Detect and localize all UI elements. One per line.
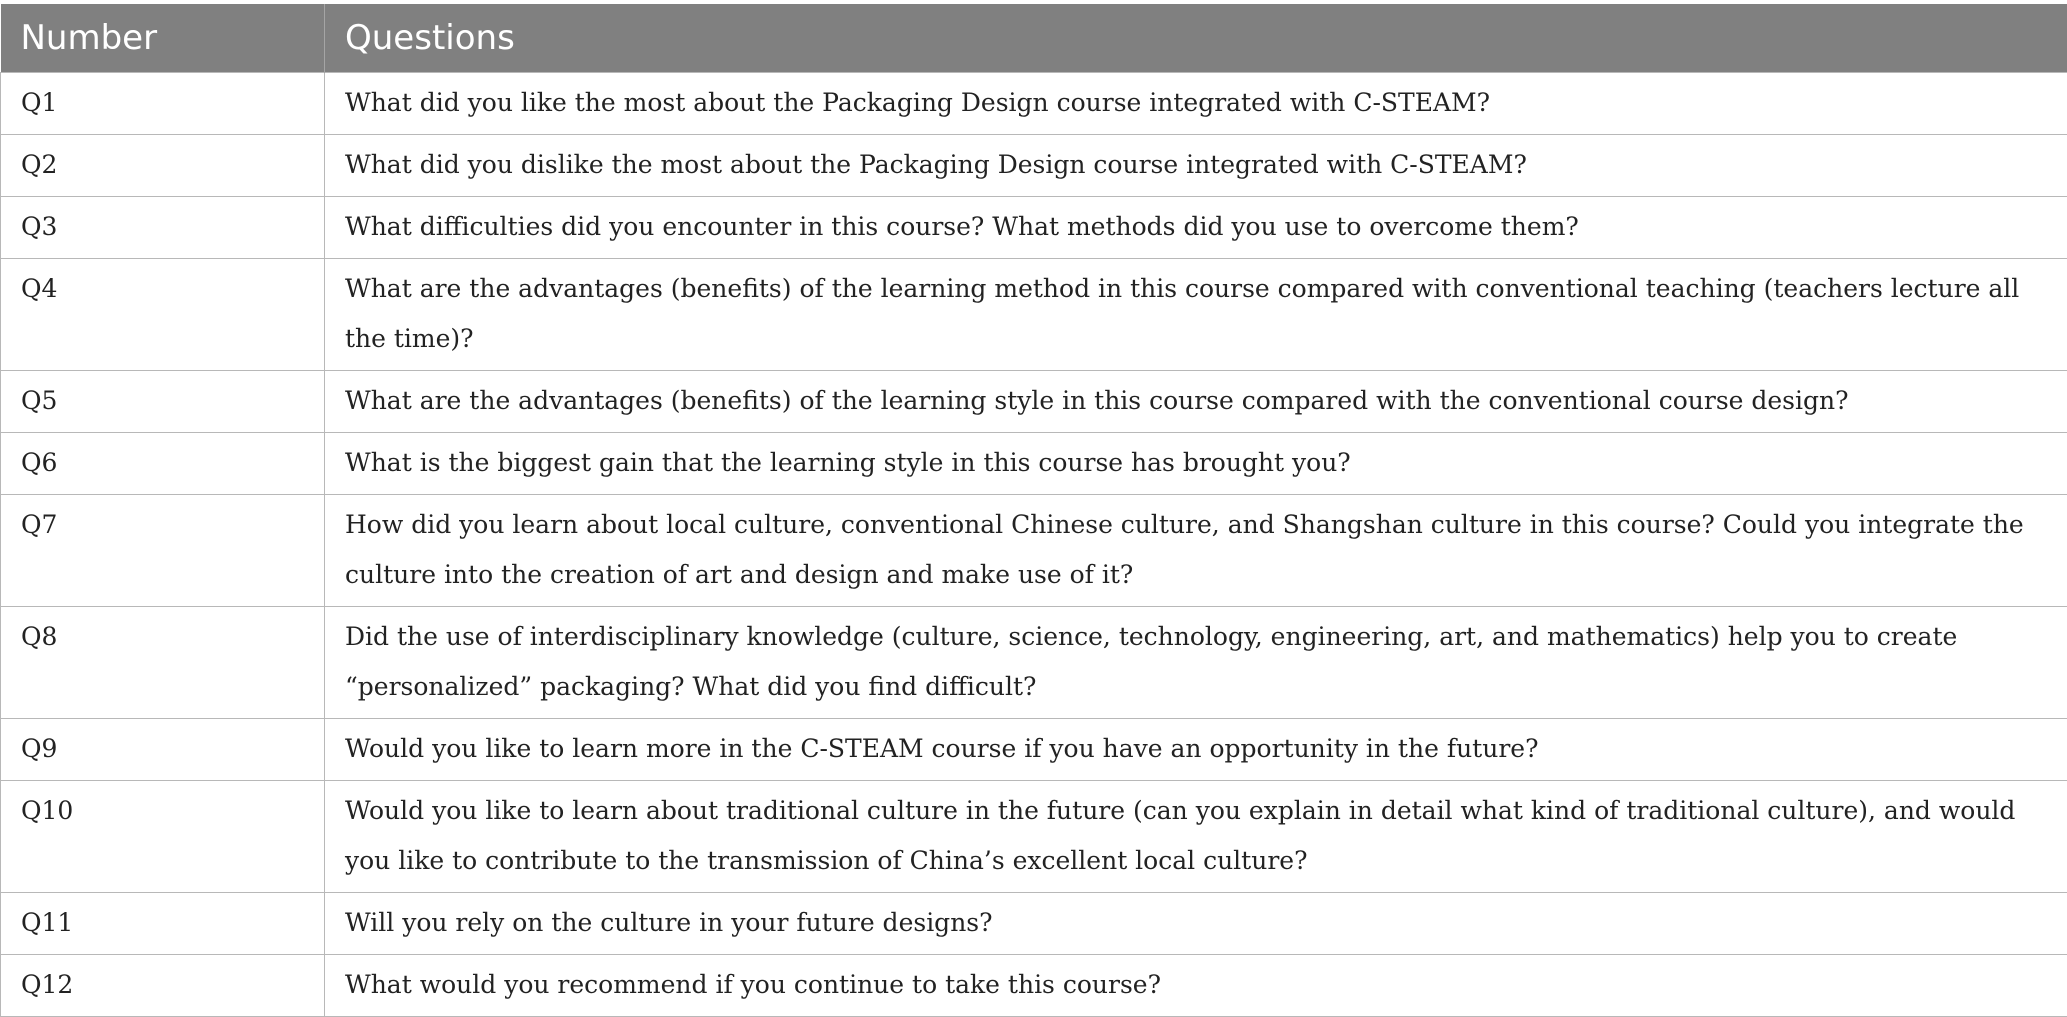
question-number: Q5 [1, 370, 325, 432]
table-row [1, 606, 2067, 718]
table-row [1, 718, 2067, 780]
question-text: Would you like to learn about traditional culture in the future (can you explain in detail what kind of traditional culture), and would you like to contribute to the transmission of China’s excellent local culture? [325, 780, 2067, 892]
table-row [1, 780, 2067, 892]
table-row [1, 196, 2067, 258]
question-text: What are the advantages (benefits) of the learning style in this course compared with the conventional course design? [325, 370, 2067, 432]
question-number: Q11 [1, 892, 325, 954]
question-text: What are the advantages (benefits) of the learning method in this course compared with conventional teaching (teachers lecture all the time)? [325, 258, 2067, 370]
table-row [1, 432, 2067, 494]
question-text: What is the biggest gain that the learning style in this course has brought you? [325, 432, 2067, 494]
question-text: Did the use of interdisciplinary knowledge (culture, science, technology, engineering, art, and mathematics) help you to create “personalized” packaging? What did you find difficult? [325, 606, 2067, 718]
table-row [1, 370, 2067, 432]
question-number: Q1 [1, 72, 325, 134]
question-text: What did you dislike the most about the Packaging Design course integrated with C-STEAM? [325, 134, 2067, 196]
table-row [1, 892, 2067, 954]
question-text: How did you learn about local culture, conventional Chinese culture, and Shangshan culture in this course? Could you integrate the culture into the creation of art and design and make use of it? [325, 494, 2067, 606]
question-text: What difficulties did you encounter in this course? What methods did you use to overcome them? [325, 196, 2067, 258]
question-number: Q12 [1, 954, 325, 1016]
question-number: Q3 [1, 196, 325, 258]
question-number: Q7 [1, 494, 325, 606]
questions-table [0, 4, 2067, 1017]
question-number: Q6 [1, 432, 325, 494]
header-questions: Questions [325, 4, 2067, 72]
table-row [1, 258, 2067, 370]
question-number: Q10 [1, 780, 325, 892]
question-number: Q4 [1, 258, 325, 370]
questions-table-container [0, 4, 2067, 1017]
table-row [1, 72, 2067, 134]
table-header-row [1, 4, 2067, 72]
question-number: Q8 [1, 606, 325, 718]
table-row [1, 954, 2067, 1016]
header-number: Number [1, 4, 325, 72]
question-text: Will you rely on the culture in your future designs? [325, 892, 2067, 954]
question-text: What did you like the most about the Packaging Design course integrated with C-STEAM? [325, 72, 2067, 134]
table-row [1, 134, 2067, 196]
table-row [1, 494, 2067, 606]
question-text: What would you recommend if you continue to take this course? [325, 954, 2067, 1016]
question-number: Q9 [1, 718, 325, 780]
question-text: Would you like to learn more in the C-STEAM course if you have an opportunity in the future? [325, 718, 2067, 780]
question-number: Q2 [1, 134, 325, 196]
